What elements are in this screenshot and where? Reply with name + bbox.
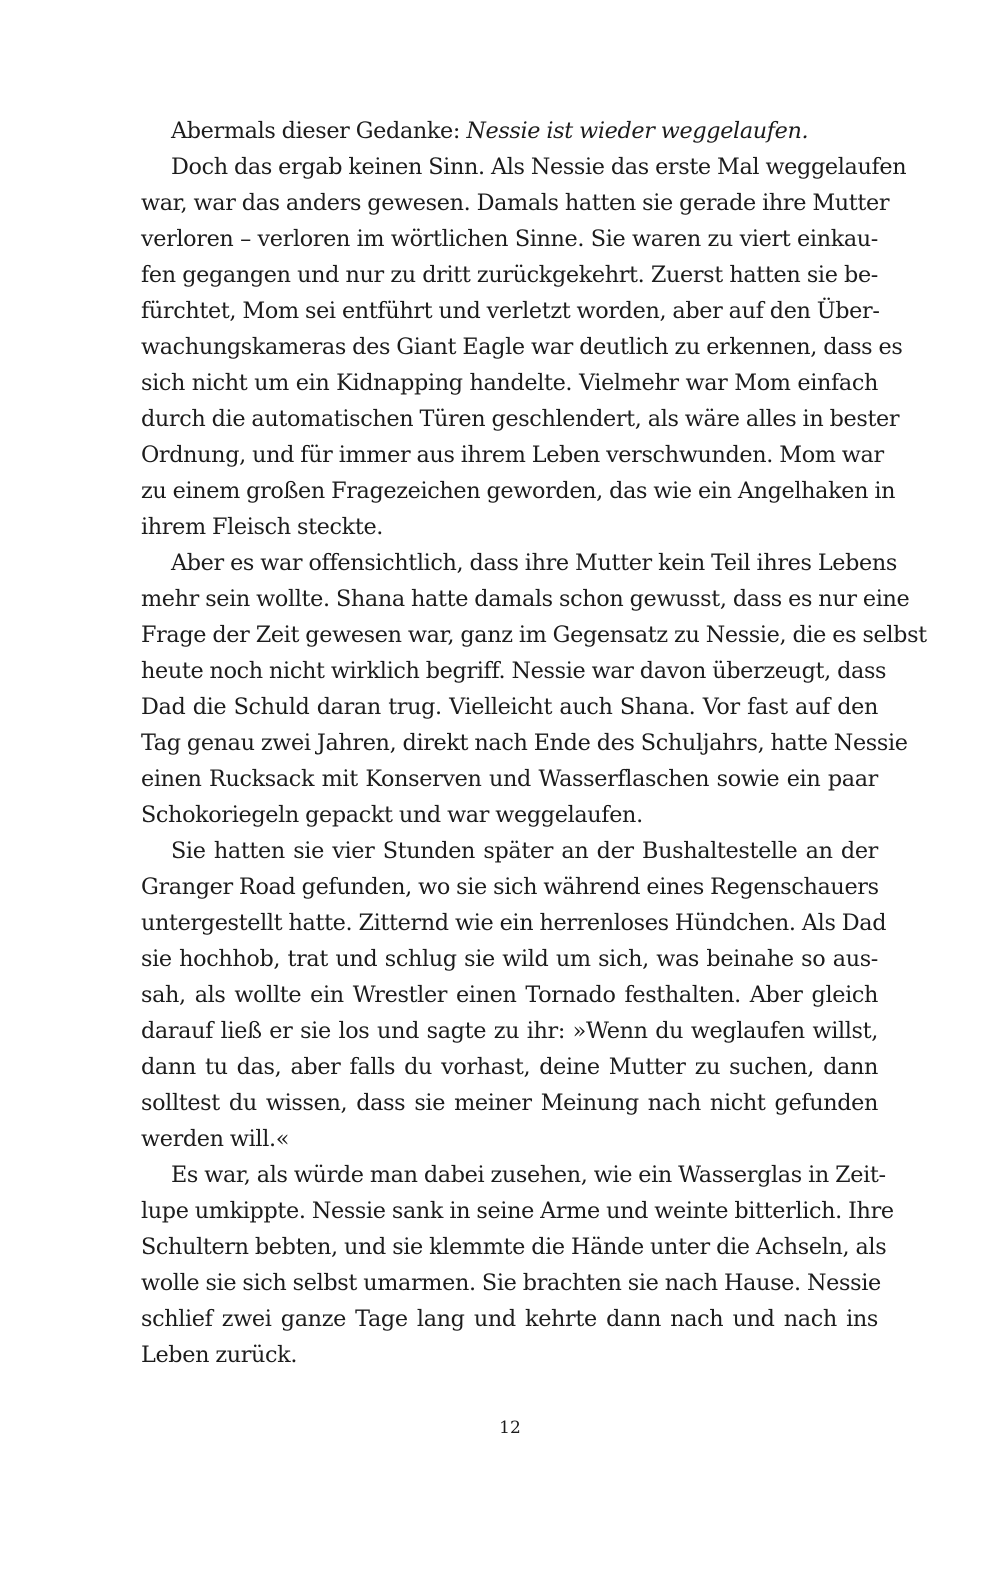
text-line: [141, 545, 898, 581]
text-span: fürchtet, Mom sei entführt und verletzt worden, aber auf den Über-: [141, 298, 880, 324]
text-span: heute noch nicht wirklich begriff. Nessie war davon überzeugt, dass: [141, 658, 887, 684]
text-span: Schultern bebten, und sie klemmte die Hände unter die Achseln, als: [141, 1234, 887, 1260]
text-line: [141, 257, 878, 293]
text-line: [141, 1157, 886, 1193]
text-line: [141, 1337, 878, 1373]
text-span: sich nicht um ein Kidnapping handelte. Vielmehr war Mom einfach: [141, 370, 878, 396]
text-line: [141, 329, 903, 365]
text-span: mehr sein wollte. Shana hatte damals schon gewusst, dass es nur eine: [141, 586, 910, 612]
text-line: [141, 761, 878, 797]
text-line: [141, 509, 878, 545]
text-span: Tag genau zwei Jahren, direkt nach Ende des Schuljahrs, hatte Nessie: [141, 730, 908, 756]
text-span: untergestellt hatte. Zitternd wie ein herrenloses Hündchen. Als Dad: [141, 910, 887, 936]
text-line: [141, 473, 896, 509]
text-line: [141, 1085, 878, 1121]
text-line: [141, 1193, 894, 1229]
text-span: Schokoriegeln gepackt und war weggelaufen.: [141, 802, 643, 828]
text-span: wachungskameras des Giant Eagle war deutlich zu erkennen, dass es: [141, 334, 903, 360]
text-line: [141, 221, 878, 257]
text-span: darauf ließ er sie los und sagte zu ihr: »Wenn du weglaufen willst,: [141, 1018, 878, 1044]
text-span: Sie hatten sie vier Stunden später an der Bushaltestelle an der: [171, 838, 878, 864]
text-span: durch die automatischen Türen geschlendert, als wäre alles in bester: [141, 406, 900, 432]
text-line: [141, 113, 878, 149]
text-span: wolle sie sich selbst umarmen. Sie brachten sie nach Hause. Nessie: [141, 1270, 881, 1296]
text-span: Frage der Zeit gewesen war, ganz im Gegensatz zu Nessie, die es selbst: [141, 622, 927, 648]
text-line: [141, 401, 900, 437]
text-span: schlief zwei ganze Tage lang und kehrte dann nach und nach ins: [141, 1306, 878, 1332]
text-line: [141, 1229, 887, 1265]
text-line: [141, 977, 878, 1013]
text-line: [141, 149, 907, 185]
text-span: Leben zurück.: [141, 1342, 298, 1368]
text-line: [141, 617, 927, 653]
text-span: Granger Road gefunden, wo sie sich während eines Regenschauers: [141, 874, 879, 900]
text-line: [141, 1301, 878, 1337]
text-span: Dad die Schuld daran trug. Vielleicht auch Shana. Vor fast auf den: [141, 694, 878, 720]
text-span: Doch das ergab keinen Sinn. Als Nessie das erste Mal weggelaufen: [171, 154, 907, 180]
text-line: [141, 1013, 878, 1049]
italic-text: Nessie ist wieder weggelaufen.: [466, 118, 809, 144]
page-number: 12: [499, 1418, 521, 1438]
text-span: sah, als wollte ein Wrestler einen Tornado festhalten. Aber gleich: [141, 982, 878, 1008]
text-span: solltest du wissen, dass sie meiner Meinung nach nicht gefunden: [141, 1090, 878, 1116]
text-line: [141, 185, 890, 221]
text-line: [141, 437, 884, 473]
text-span: war, war das anders gewesen. Damals hatten sie gerade ihre Mutter: [141, 190, 890, 216]
text-line: [141, 293, 878, 329]
text-span: werden will.«: [141, 1126, 290, 1152]
text-line: [141, 365, 878, 401]
text-span: Es war, als würde man dabei zusehen, wie ein Wasserglas in Zeit-: [171, 1162, 886, 1188]
text-line: [141, 725, 908, 761]
text-line: [141, 905, 887, 941]
text-span: sie hochhob, trat und schlug sie wild um sich, was beinahe so aus-: [141, 946, 878, 972]
text-line: [141, 869, 878, 905]
text-line: [141, 689, 878, 725]
text-line: [141, 653, 887, 689]
text-line: [141, 1049, 878, 1085]
text-span: ihrem Fleisch steckte.: [141, 514, 384, 540]
text-span: fen gegangen und nur zu dritt zurückgekehrt. Zuerst hatten sie be-: [141, 262, 878, 288]
text-line: [141, 941, 878, 977]
text-line: [141, 1265, 881, 1301]
text-span: zu einem großen Fragezeichen geworden, das wie ein Angelhaken in: [141, 478, 896, 504]
text-line: [141, 1121, 878, 1157]
page-body: [141, 113, 927, 1373]
text-span: dann tu das, aber falls du vorhast, deine Mutter zu suchen, dann: [141, 1054, 878, 1080]
text-line: [141, 833, 878, 869]
text-span: verloren – verloren im wörtlichen Sinne. Sie waren zu viert einkau-: [141, 226, 878, 252]
text-span: Abermals dieser Gedanke:: [171, 118, 467, 144]
text-span: Aber es war offensichtlich, dass ihre Mutter kein Teil ihres Lebens: [171, 550, 898, 576]
text-span: einen Rucksack mit Konserven und Wasserflaschen sowie ein paar: [141, 766, 878, 792]
text-line: [141, 797, 878, 833]
text-line: [141, 581, 910, 617]
text-span: Ordnung, und für immer aus ihrem Leben verschwunden. Mom war: [141, 442, 884, 468]
text-span: lupe umkippte. Nessie sank in seine Arme und weinte bitterlich. Ihre: [141, 1198, 894, 1224]
